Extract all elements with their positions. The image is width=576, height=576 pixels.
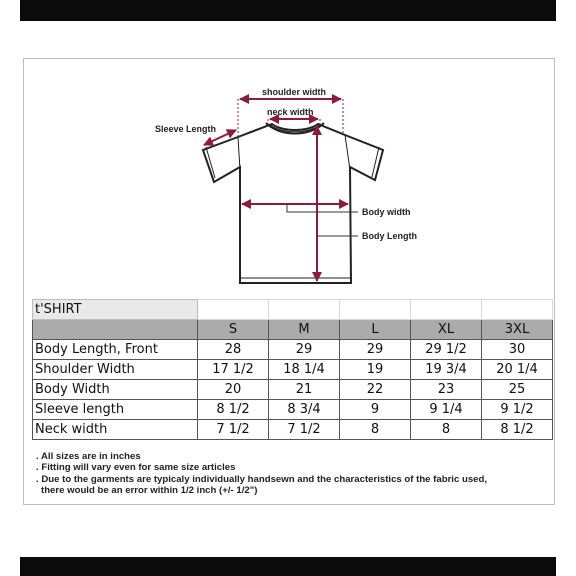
- table-cell: 23: [411, 380, 482, 400]
- row-label: Sleeve length: [33, 400, 198, 420]
- size-table: [32, 299, 553, 440]
- shoulder-width-label: shoulder width: [262, 87, 326, 97]
- table-cell: 29: [340, 340, 411, 360]
- table-cell: 9 1/2: [482, 400, 553, 420]
- table-cell: 9 1/4: [411, 400, 482, 420]
- table-row: [33, 380, 553, 400]
- table-cell: 8 1/2: [482, 420, 553, 440]
- size-header-3xl: 3XL: [482, 320, 553, 340]
- bottom-frame-bar: [20, 557, 556, 576]
- size-header-s: S: [198, 320, 269, 340]
- table-cell: 22: [340, 380, 411, 400]
- size-header-l: L: [340, 320, 411, 340]
- table-cell: 8 1/2: [198, 400, 269, 420]
- table-cell: 28: [198, 340, 269, 360]
- table-title-row: [33, 300, 553, 320]
- table-cell: 18 1/4: [269, 360, 340, 380]
- table-cell: 20: [198, 380, 269, 400]
- table-cell: 8: [411, 420, 482, 440]
- table-cell: 21: [269, 380, 340, 400]
- table-row: [33, 360, 553, 380]
- row-label: Body Width: [33, 380, 198, 400]
- table-title: t'SHIRT: [33, 300, 198, 320]
- note-line: . Due to the garments are typicaly individually handsewn and the characteristics of the fabric used,: [36, 473, 488, 485]
- table-cell: 25: [482, 380, 553, 400]
- sleeve-length-label: Sleeve Length: [155, 124, 217, 134]
- table-cell: 7 1/2: [198, 420, 269, 440]
- table-cell: 29: [269, 340, 340, 360]
- table-cell: 19 3/4: [411, 360, 482, 380]
- table-cell: 8 3/4: [269, 400, 340, 420]
- note-line: . Fitting will vary even for same size articles: [36, 462, 236, 474]
- neck-width-label: neck width: [267, 107, 314, 117]
- table-cell: 19: [340, 360, 411, 380]
- table-cell: 20 1/4: [482, 360, 553, 380]
- note-line: . All sizes are in inches: [36, 451, 141, 462]
- size-header-xl: XL: [411, 320, 482, 340]
- body-length-label: Body Length: [362, 231, 417, 241]
- size-header-m: M: [269, 320, 340, 340]
- row-label: Body Length, Front: [33, 340, 198, 360]
- table-cell: 9: [340, 400, 411, 420]
- table-row: [33, 400, 553, 420]
- size-notes: [36, 451, 556, 496]
- table-cell: 7 1/2: [269, 420, 340, 440]
- row-label: Neck width: [33, 420, 198, 440]
- body-width-label: Body width: [362, 207, 411, 217]
- row-label: Shoulder Width: [33, 360, 198, 380]
- table-row: [33, 420, 553, 440]
- table-cell: 17 1/2: [198, 360, 269, 380]
- size-header-row: [33, 320, 553, 340]
- note-line: there would be an error within 1/2 inch (+/- 1/2"): [41, 484, 258, 496]
- table-cell: 8: [340, 420, 411, 440]
- table-cell: 29 1/2: [411, 340, 482, 360]
- table-cell: 30: [482, 340, 553, 360]
- table-row: [33, 340, 553, 360]
